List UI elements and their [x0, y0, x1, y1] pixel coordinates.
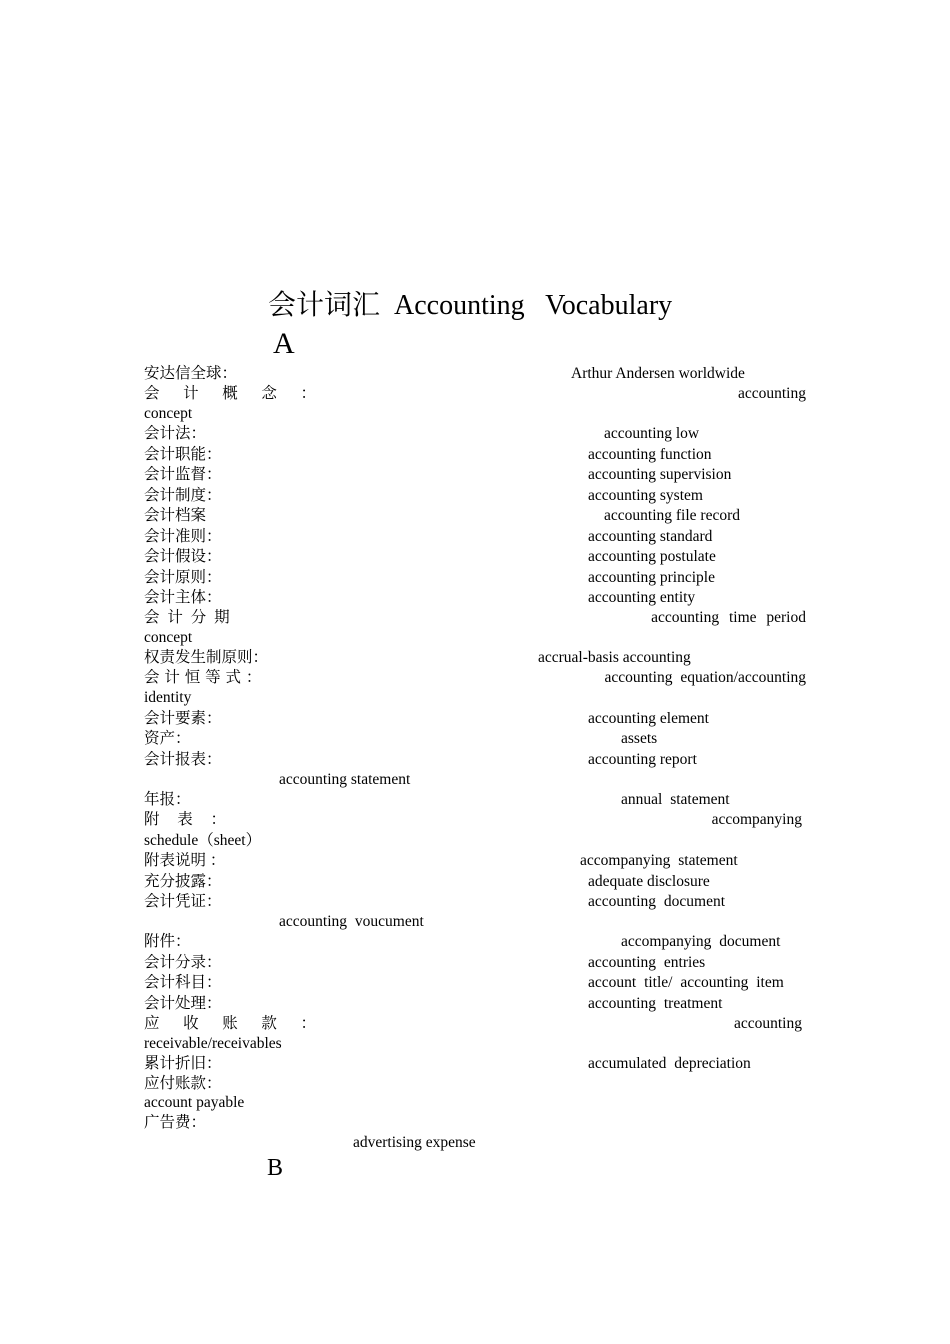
entry-en: accounting entries — [588, 954, 706, 971]
entry-en-continued: concept — [144, 405, 193, 422]
entry-en-continued: schedule（sheet） — [144, 832, 262, 849]
cn-char: 账 — [222, 1015, 238, 1032]
entry-en: accompanying statement — [580, 852, 738, 869]
entry-cn: 会计要素： — [144, 710, 222, 727]
cn-char: ： — [300, 1015, 316, 1032]
entry-cn: 会计科目： — [144, 974, 222, 991]
cn-char: ： — [210, 811, 226, 828]
entry-en: accounting — [737, 385, 806, 402]
entry-cn: 会计分录： — [144, 954, 222, 971]
entry-cn: 累计折旧： — [144, 1055, 222, 1072]
entry-en-continued: identity — [144, 689, 192, 706]
entry-en: annual statement — [621, 791, 730, 808]
entry-en: accumulated depreciation — [588, 1055, 751, 1072]
entry-cn: 权责发生制原则： — [144, 649, 269, 666]
entry-cn: 会计法： — [144, 425, 207, 442]
cn-char: 表 — [177, 811, 193, 828]
entry-cn: 会计制度： — [144, 487, 222, 504]
entry-en: assets — [621, 730, 658, 747]
entry-en: accounting equation/accounting — [604, 669, 806, 686]
entry-cn: 年报： — [144, 791, 191, 808]
entry-en-continued: receivable/receivables — [144, 1035, 282, 1052]
entry-cn: 会计档案 — [144, 507, 207, 524]
entry-en: accounting function — [588, 446, 712, 463]
entry-cn: 会 计 恒 等 式 ： — [144, 669, 262, 686]
entry-cn: 附表说明 ： — [144, 852, 226, 869]
entry-en: adequate disclosure — [588, 873, 710, 890]
entry-cn: 资产： — [144, 730, 191, 747]
entry-en: Arthur Andersen worldwide — [571, 365, 745, 382]
cn-char: ： — [300, 385, 316, 402]
section-letter-b: B — [267, 1155, 284, 1181]
entry-cn: 附件： — [144, 933, 191, 950]
entry-cn: 会计原则： — [144, 569, 222, 586]
title-english: Accounting Vocabulary — [394, 290, 673, 321]
cn-char: 计 — [183, 385, 199, 402]
section-letter-a: A — [273, 327, 295, 360]
entry-cn-spread — [144, 1014, 316, 1034]
entry-en: accounting supervision — [588, 466, 732, 483]
cn-char: 概 — [222, 385, 238, 402]
entry-en: accounting report — [588, 751, 697, 768]
entry-en-continued: advertising expense — [353, 1134, 476, 1151]
entry-cn: 会计处理： — [144, 995, 222, 1012]
cn-char: 收 — [183, 1015, 199, 1032]
entry-en-continued: concept — [144, 629, 193, 646]
entry-cn: 会 计 分 期 — [144, 609, 230, 626]
entry-en: accounting postulate — [588, 548, 716, 565]
entry-en: accompanying document — [621, 933, 781, 950]
entry-en: accompanying — [711, 811, 802, 828]
entry-en: accounting low — [604, 425, 700, 442]
entry-en: account title/ accounting item — [588, 974, 784, 991]
entry-en: accounting system — [588, 487, 703, 504]
cn-char: 会 — [144, 385, 160, 402]
document-title — [268, 288, 672, 324]
cn-char: 应 — [144, 1015, 160, 1032]
entry-en: accounting treatment — [588, 995, 723, 1012]
entry-en: accounting principle — [588, 569, 715, 586]
entry-en: accounting standard — [588, 528, 713, 545]
entry-en: accounting document — [588, 893, 725, 910]
title-chinese: 会计词汇 — [268, 290, 381, 321]
entry-cn: 会计假设： — [144, 548, 222, 565]
cn-char: 念 — [261, 385, 277, 402]
entry-en-continued: accounting statement — [279, 771, 411, 788]
entry-cn-spread — [144, 810, 226, 830]
entry-en: accrual-basis accounting — [538, 649, 691, 666]
entry-cn-spread — [144, 384, 316, 404]
entry-cn: 会计准则： — [144, 528, 222, 545]
entry-cn: 会计监督： — [144, 466, 222, 483]
entry-en: accounting entity — [588, 589, 696, 606]
entry-cn: 会计职能： — [144, 446, 222, 463]
entry-cn: 广告费： — [144, 1114, 207, 1131]
entry-en-continued: accounting voucument — [279, 913, 424, 930]
entry-en: accounting file record — [604, 507, 740, 524]
entry-cn: 会计主体： — [144, 589, 222, 606]
cn-char: 附 — [144, 811, 160, 828]
entry-cn: 会计凭证： — [144, 893, 222, 910]
cn-char: 款 — [261, 1015, 277, 1032]
entry-cn: 充分披露： — [144, 873, 222, 890]
entry-cn: 安达信全球： — [144, 365, 238, 382]
entry-en: accounting time period — [651, 609, 806, 626]
entry-en: accounting element — [588, 710, 709, 727]
entry-en-continued: account payable — [144, 1094, 245, 1111]
entry-cn: 应付账款： — [144, 1075, 222, 1092]
entry-cn: 会计报表： — [144, 751, 222, 768]
entry-en: accounting — [733, 1015, 802, 1032]
